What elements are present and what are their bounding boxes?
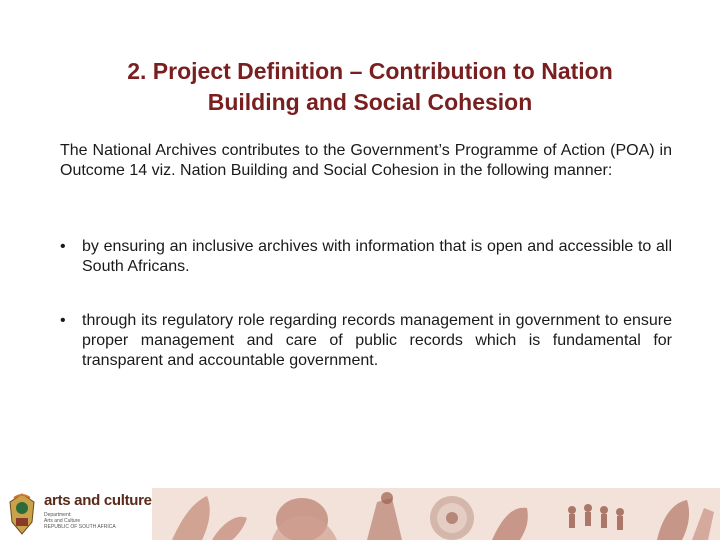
slide-title-line-2: Building and Social Cohesion	[207, 89, 533, 115]
slide-title-line-1: 2. Project Definition – Contribution to Nation	[127, 58, 613, 84]
department-logo	[0, 488, 152, 540]
bullet-icon: •	[60, 238, 66, 255]
bullet-text: by ensuring an inclusive archives with information that is open and accessible to all South Africans.	[82, 238, 672, 275]
bullet-text: through its regulatory role regarding records management in government to ensure proper management and care of public records which is fundamental for transparent and accountable government.	[82, 312, 672, 369]
list-item	[60, 237, 672, 277]
department-caption	[44, 512, 148, 530]
department-caption-line: REPUBLIC OF SOUTH AFRICA	[44, 524, 116, 530]
footer-band	[0, 488, 720, 540]
footer-photo-strip	[152, 488, 720, 540]
bullet-list	[60, 237, 672, 405]
department-caption-line: Arts and Culture	[44, 518, 81, 524]
coat-of-arms-icon	[6, 492, 38, 536]
slide-title	[40, 56, 700, 118]
intro-paragraph: The National Archives contributes to the Government’s Programme of Action (POA) in Outcome 14 viz. Nation Building and Social Cohesion in the following manner:	[60, 142, 672, 179]
list-item	[60, 311, 672, 371]
department-caption-line: Department:	[44, 512, 72, 518]
brand-name: arts and culture	[44, 492, 152, 509]
bullet-icon: •	[60, 312, 66, 329]
